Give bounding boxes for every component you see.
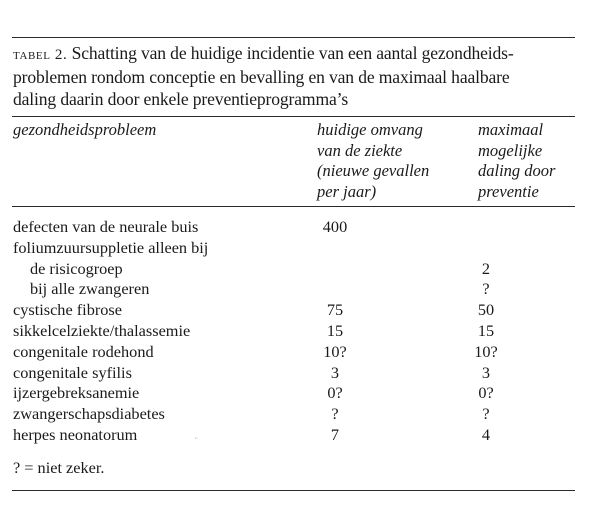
- row-health-problem: foliumzuursuppletie alleen bij: [13, 237, 209, 257]
- row-health-problem: bij alle zwangeren: [30, 279, 150, 299]
- row-health-problem: congenitale rodehond: [13, 341, 154, 361]
- table-label: tabel 2.: [13, 47, 68, 63]
- table-row: [0, 342, 600, 363]
- caption-line-1: [13, 42, 583, 66]
- header-line: maximaal: [478, 120, 544, 139]
- scan-speck: ¨: [195, 436, 198, 445]
- header-line: daling door: [478, 161, 556, 180]
- row-max-reduction: 10?: [474, 341, 498, 361]
- row-max-reduction: ?: [482, 279, 490, 299]
- table-row: [0, 425, 600, 446]
- header-line: gezondheidsprobleem: [13, 120, 157, 139]
- row-current-cases: 400: [322, 217, 348, 236]
- row-health-problem: sikkelcelziekte/thalassemie: [13, 320, 191, 340]
- row-current-cases: 7: [330, 424, 340, 444]
- footnote: ? = niet zeker.: [13, 458, 105, 477]
- table-row: [0, 363, 600, 384]
- table-row: [0, 383, 600, 404]
- caption-line-2: problemen rondom conceptie en bevalling en van de maximaal haalbare: [13, 67, 510, 87]
- table-row: [0, 279, 600, 300]
- header-line: per jaar): [317, 181, 377, 201]
- header-line: preventie: [478, 181, 539, 201]
- header-health-problem: [13, 120, 156, 141]
- caption-text-1: Schatting van de huidige incidentie van een aantal gezondheids-: [71, 43, 514, 63]
- row-max-reduction: 15: [477, 320, 495, 340]
- row-current-cases: 3: [330, 362, 340, 382]
- row-health-problem: congenitale syfilis: [13, 362, 132, 382]
- header-line: mogelijke: [478, 140, 543, 160]
- header-current-extent: [317, 120, 429, 202]
- row-max-reduction: 0?: [478, 383, 494, 403]
- header-rule: [12, 206, 575, 207]
- header-line: van de ziekte: [317, 140, 403, 160]
- row-max-reduction: 2: [481, 258, 491, 278]
- table-body: [0, 217, 600, 446]
- header-line: (nieuwe gevallen: [317, 161, 430, 180]
- table-row: [0, 404, 600, 425]
- table-row: [0, 259, 600, 280]
- row-health-problem: zwangerschapsdiabetes: [13, 404, 165, 424]
- row-current-cases: ?: [331, 404, 339, 424]
- row-current-cases: 75: [326, 300, 344, 320]
- row-max-reduction: ?: [482, 404, 490, 424]
- table-row: [0, 238, 600, 259]
- table-row: [0, 300, 600, 321]
- header-max-reduction: [478, 120, 555, 202]
- caption-rule: [12, 116, 575, 117]
- row-health-problem: herpes neonatorum: [13, 424, 138, 444]
- row-max-reduction: 50: [477, 300, 495, 320]
- table-row: [0, 217, 600, 238]
- row-current-cases: 15: [326, 320, 344, 340]
- table-row: [0, 321, 600, 342]
- row-health-problem: cystische fibrose: [13, 300, 122, 320]
- row-current-cases: 10?: [323, 341, 347, 361]
- caption-line-3: daling daarin door enkele preventieprogramma’s: [13, 89, 349, 109]
- row-health-problem: de risicogroep: [30, 258, 123, 278]
- row-max-reduction: 3: [481, 362, 491, 382]
- row-health-problem: defecten van de neurale buis: [13, 217, 199, 236]
- header-line: huidige omvang: [317, 120, 423, 139]
- table-caption: [13, 42, 583, 110]
- row-health-problem: ijzergebreksanemie: [13, 383, 140, 403]
- bottom-rule: [12, 490, 575, 491]
- top-rule: [12, 37, 575, 38]
- row-max-reduction: 4: [481, 424, 491, 444]
- row-current-cases: 0?: [327, 383, 343, 403]
